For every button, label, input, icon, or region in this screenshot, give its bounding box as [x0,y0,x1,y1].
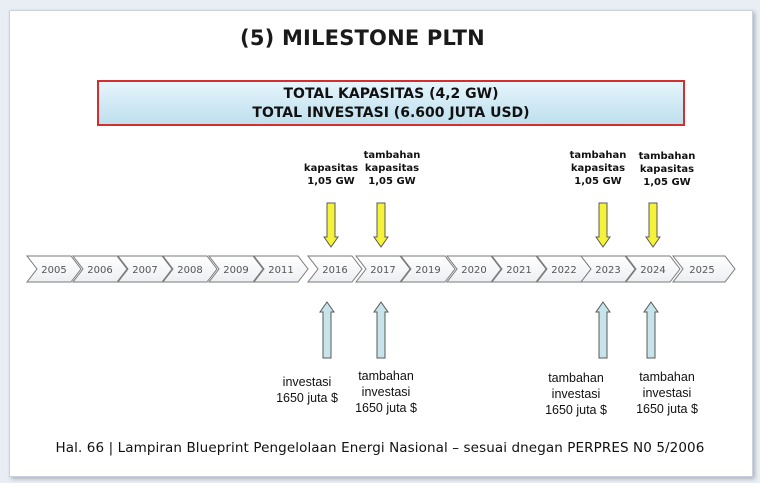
capacity-note-2017: tambahan kapasitas 1,05 GW [363,150,421,187]
timeline-year-label: 2005 [41,265,67,276]
total-investment-text: TOTAL INVESTASI (6.600 JUTA USD) [252,105,530,121]
investment-note-2016: investasi 1650 juta $ [276,375,338,405]
timeline-year-label: 2023 [595,265,621,276]
investment-arrow-2016 [320,302,334,358]
timeline-year-label: 2019 [415,265,441,276]
timeline-year-label: 2017 [370,265,396,276]
investment-note-2023: tambahan investasi 1650 juta $ [545,371,607,417]
timeline-year-label: 2011 [268,265,294,276]
capacity-arrow-2017 [374,203,388,247]
capacity-note-2016: kapasitas 1,05 GW [303,163,359,187]
investment-note-2017: tambahan investasi 1650 juta $ [355,369,417,415]
source-caption: Hal. 66 | Lampiran Blueprint Pengelolaan Energi Nasional – sesuai dnegan PERPRES N0 5/2006 [55,440,705,456]
capacity-note-2023: tambahan kapasitas 1,05 GW [569,150,627,187]
timeline-year-label: 2020 [461,265,487,276]
capacity-arrow-2016 [324,203,338,247]
timeline-year-label: 2009 [223,265,249,276]
investment-arrow-2024 [644,302,658,358]
timeline-chevrons [27,256,735,282]
capacity-arrow-2023 [596,203,610,247]
investment-arrow-2017 [374,302,388,358]
timeline-year-label: 2024 [640,265,666,276]
total-capacity-text: TOTAL KAPASITAS (4,2 GW) [283,86,499,102]
investment-note-2024: tambahan investasi 1650 juta $ [636,370,698,416]
capacity-arrow-2024 [646,203,660,247]
investment-arrow-2023 [596,302,610,358]
capacity-note-2024: tambahan kapasitas 1,05 GW [638,151,696,188]
timeline-year-label: 2016 [322,265,348,276]
timeline-year-label: 2021 [506,265,532,276]
timeline-year-label: 2006 [87,265,113,276]
timeline-year-label: 2025 [689,265,715,276]
timeline-year-label: 2008 [177,265,203,276]
timeline-year-label: 2007 [132,265,158,276]
timeline-year-label: 2022 [551,265,577,276]
slide-title: (5) MILESTONE PLTN [240,26,485,50]
